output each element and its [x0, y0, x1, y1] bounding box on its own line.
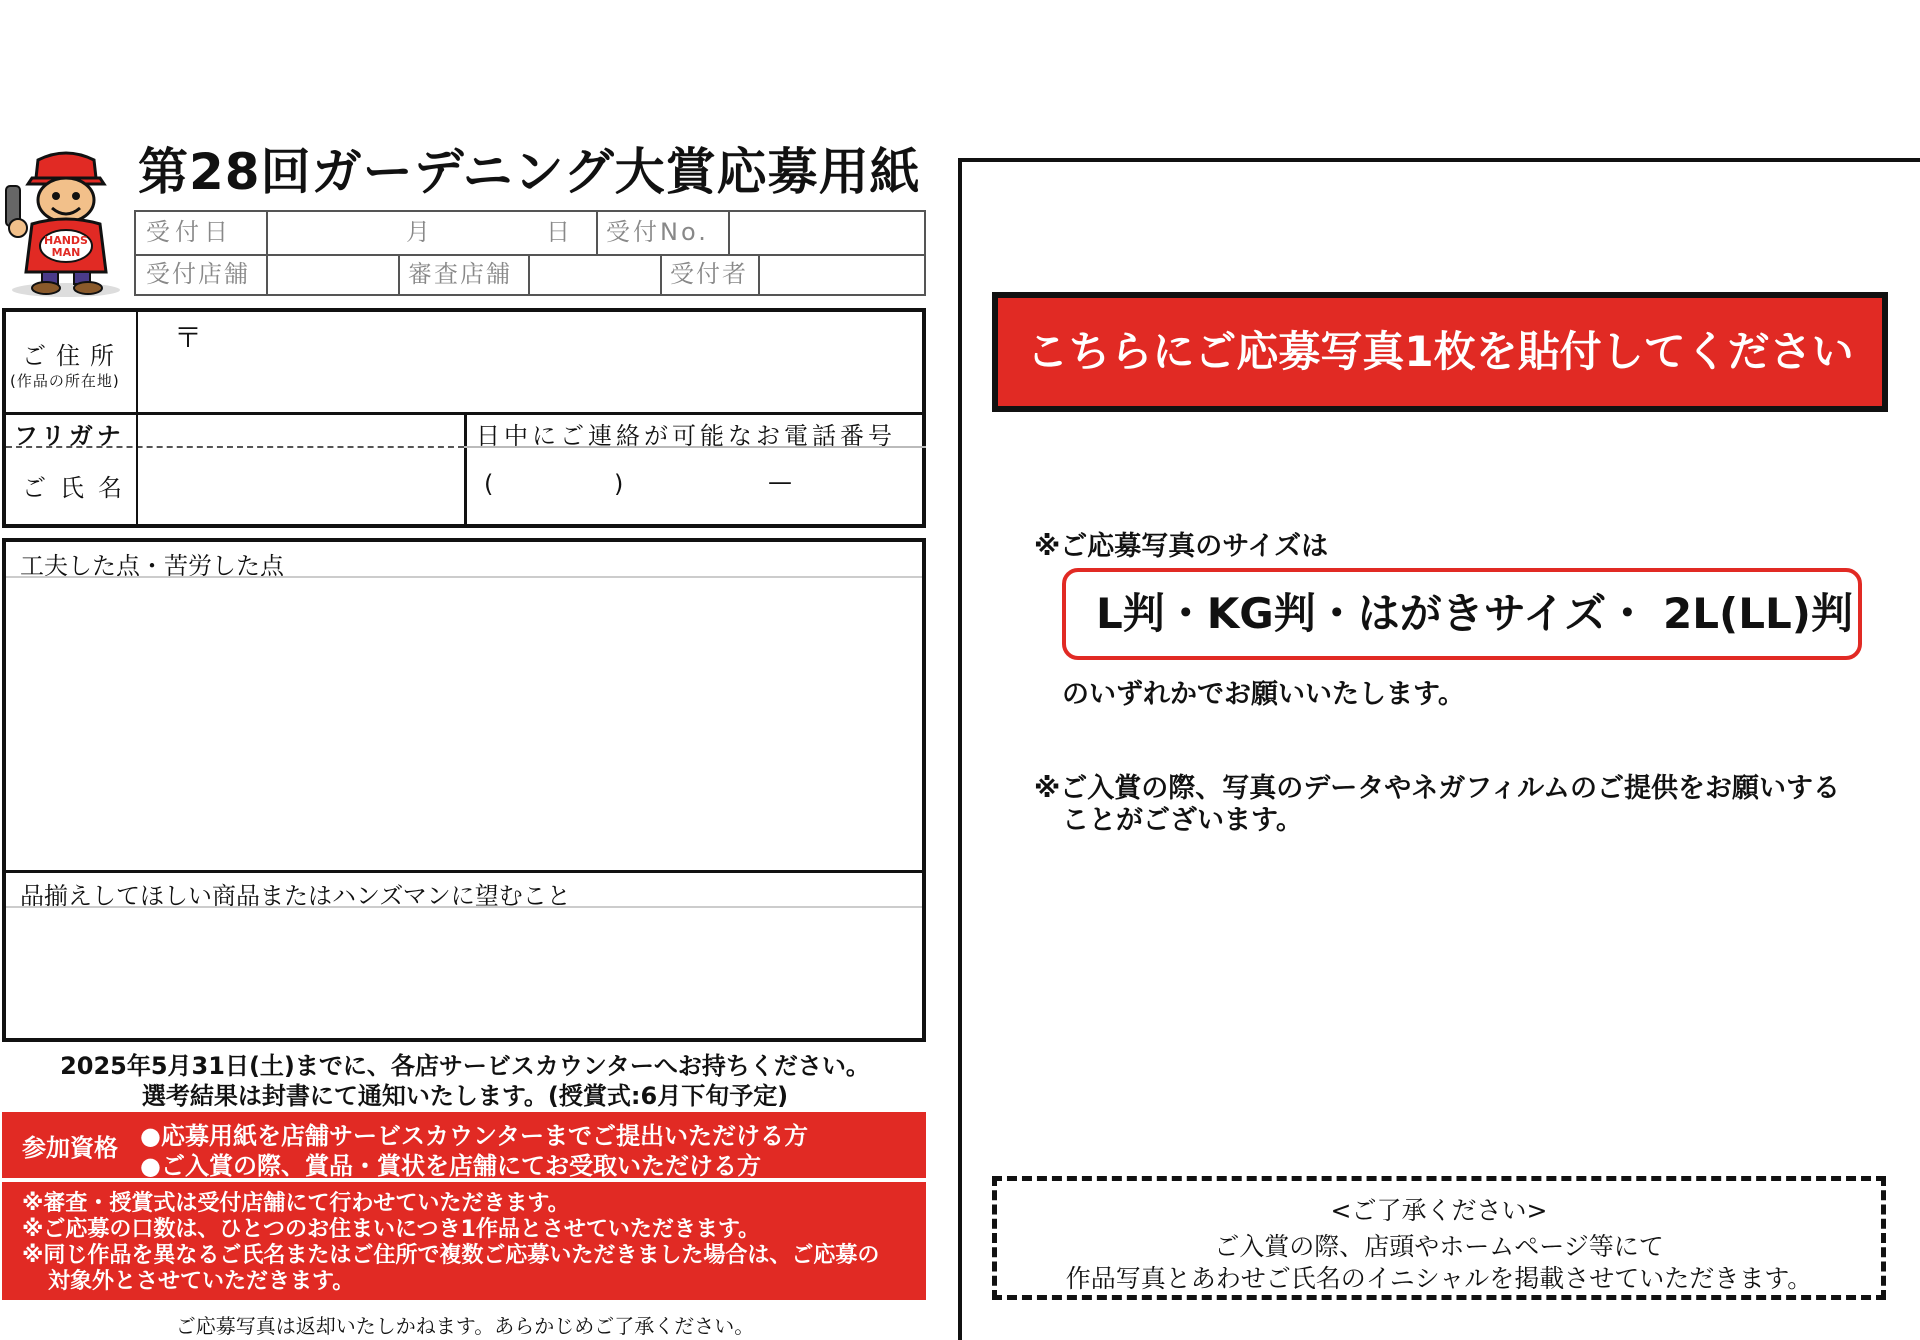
svg-text:MAN: MAN: [51, 246, 81, 259]
address-field[interactable]: [136, 312, 926, 412]
month-label: 月: [406, 218, 435, 246]
furigana-field[interactable]: [136, 415, 462, 445]
phone-label: 日中にご連絡が可能なお電話番号: [476, 422, 896, 450]
note-line: ※審査・授賞式は受付店舗にて行わせていただきます。: [22, 1191, 570, 1216]
reception-store-label: 受付店舗: [146, 260, 250, 288]
reception-no-label: 受付No.: [606, 218, 709, 246]
consent-box: [992, 1176, 1886, 1300]
name-field[interactable]: [138, 450, 462, 524]
furigana-label: フリガナ: [14, 422, 125, 450]
logo-text: HANDS: [44, 234, 88, 247]
eligibility-item: ●応募用紙を店舗サービスカウンターまでご提出いただける方: [140, 1122, 808, 1150]
applicant-table: [2, 308, 926, 528]
size-intro: ※ご応募写真のサイズは: [1034, 531, 1329, 562]
notes-box: [2, 1182, 926, 1300]
photo-sizes-box: L判・KG判・はがきサイズ・ 2L(LL)判: [1062, 568, 1862, 660]
postal-mark: 〒: [174, 321, 203, 354]
deadline-notice: 2025年5月31日(土)までに、各店サービスカウンターへお持ちください。: [60, 1052, 870, 1080]
effort-field[interactable]: [6, 578, 922, 870]
form-title: 第28回ガーデニング大賞応募用紙: [138, 143, 921, 201]
address-label: ご住所: [22, 342, 124, 370]
receiver-field[interactable]: [758, 254, 924, 296]
eligibility-box: [2, 1112, 926, 1178]
eligibility-item: ●ご入賞の際、賞品・賞状を店舗にてお受取いただける方: [140, 1152, 761, 1180]
phone-field[interactable]: [468, 450, 924, 524]
reception-store-field[interactable]: [266, 254, 398, 296]
consent-title: <ご了承ください>: [1330, 1196, 1548, 1225]
phone-close-paren: ): [614, 470, 624, 498]
note-line: ※同じ作品を異なるご氏名またはご住所で複数ご応募いただきました場合は、ご応募の: [22, 1243, 880, 1268]
data-note: ※ご入賞の際、写真のデータやネガフィルムのご提供をお願いする: [1034, 773, 1841, 804]
consent-line: 作品写真とあわせご氏名のイニシャルを掲載させていただきます。: [1065, 1264, 1813, 1293]
day-label: 日: [546, 218, 575, 246]
results-notice: 選考結果は封書にて通知いたします。(授賞式:6月下旬予定): [141, 1082, 789, 1110]
address-sub-label: (作品の所在地): [10, 372, 120, 390]
note-line: ※ご応募の口数は、ひとつのお住まいにつき1作品とさせていただきます。: [22, 1217, 761, 1242]
phone-dash: —: [768, 468, 792, 496]
handsman-mascot-icon: [2, 148, 130, 300]
review-store-label: 審査店舗: [408, 260, 512, 288]
staff-use-table: [134, 210, 926, 296]
phone-open-paren: (: [484, 470, 494, 498]
note-line: 対象外とさせていただきます。: [48, 1269, 355, 1294]
comments-box: [2, 538, 926, 1042]
request-field[interactable]: [6, 908, 922, 1038]
photo-banner: こちらにご応募写真1枚を貼付してください: [992, 292, 1888, 412]
eligibility-label: 参加資格: [22, 1134, 118, 1162]
data-note-cont: ことがございます。: [1062, 805, 1303, 836]
receiver-label: 受付者: [670, 260, 748, 288]
size-outro: のいずれかでお願いいたします。: [1062, 679, 1465, 710]
name-label: ご氏名: [22, 474, 136, 502]
footer-note: ご応募写真は返却いたしかねます。あらかじめご了承ください。: [175, 1314, 755, 1338]
effort-label: 工夫した点・苦労した点: [20, 552, 284, 580]
review-store-field[interactable]: [528, 254, 660, 296]
consent-line: ご入賞の際、店頭やホームページ等にて: [1214, 1232, 1664, 1261]
reception-date-label: 受付日: [146, 218, 233, 246]
reception-no-field[interactable]: [728, 212, 924, 254]
request-label: 品揃えしてほしい商品またはハンズマンに望むこと: [20, 882, 571, 910]
